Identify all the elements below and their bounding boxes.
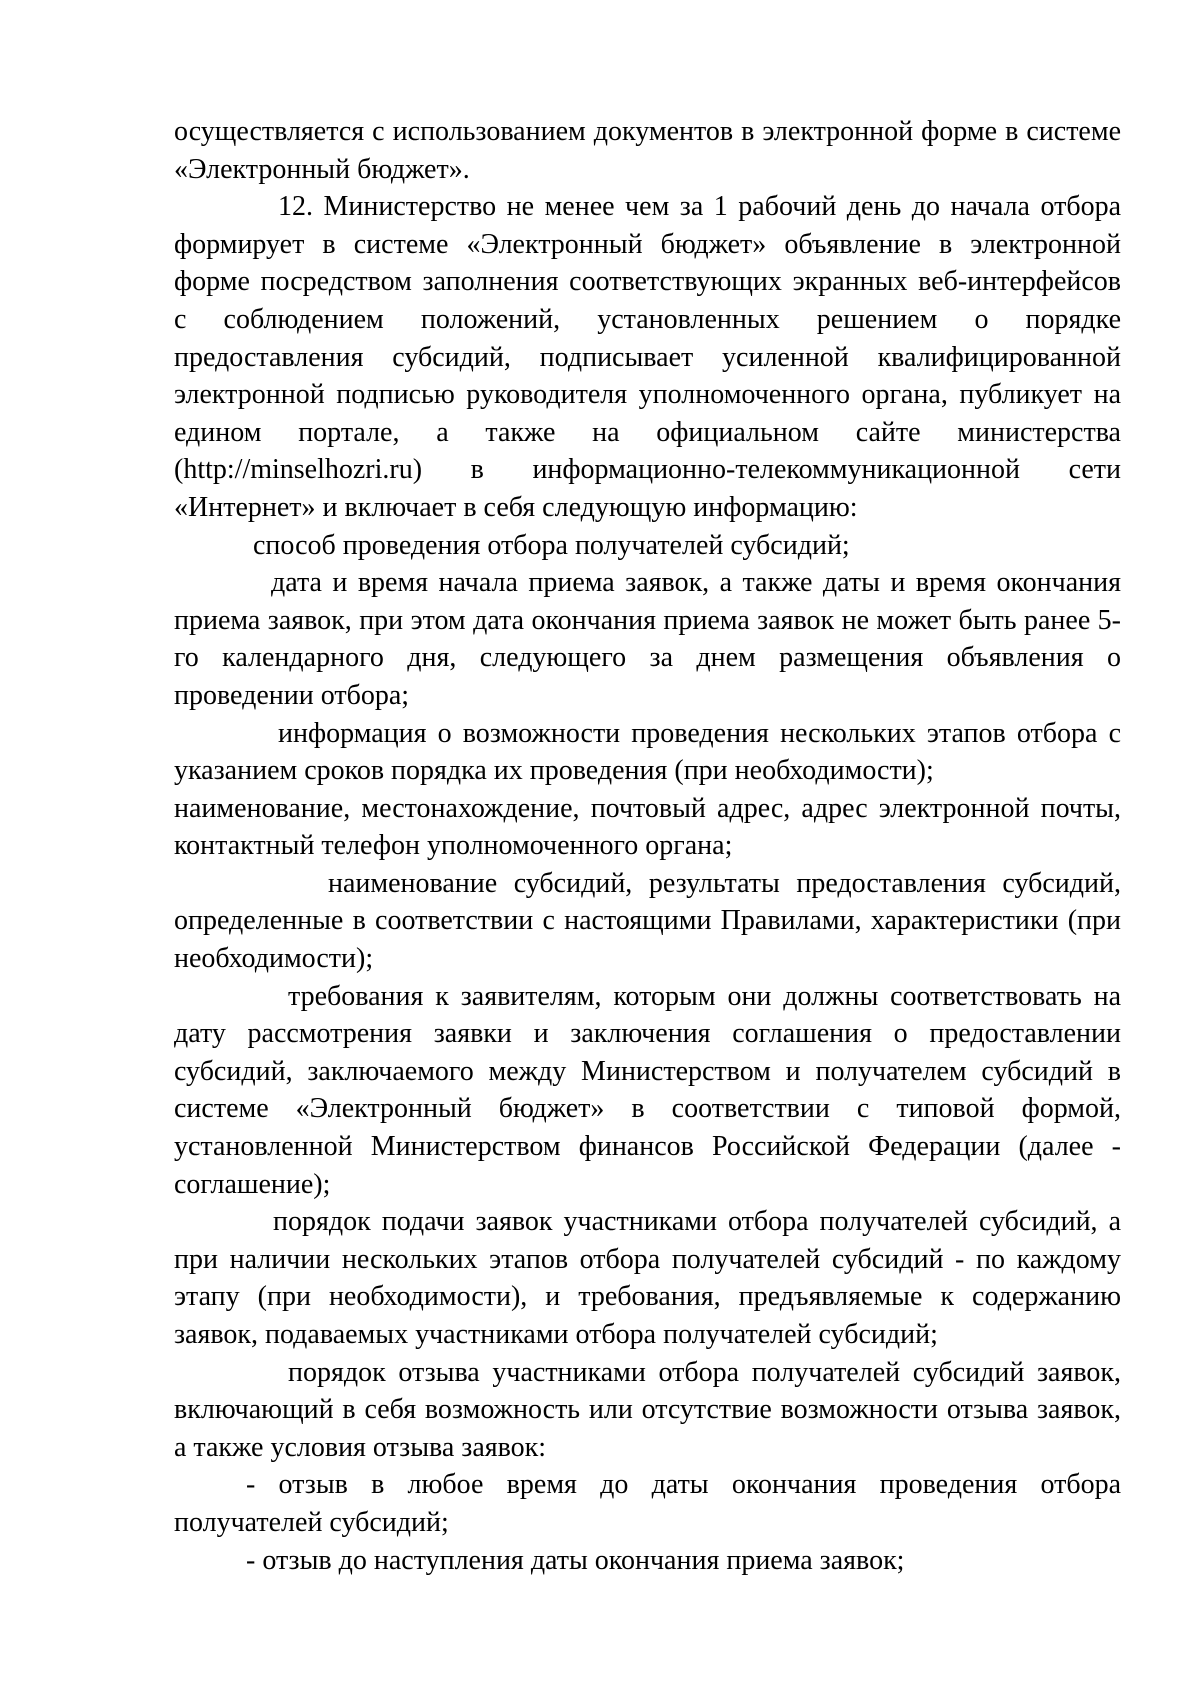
paragraph-requirements: требования к заявителям, которым они должны соответствовать на дату рассмотрения заявки и заключения соглашения о предоставлении субсидий, заключаемого между Министерством и получателем субсидий в системе «Электронный бюджет» в соответствии с типовой формой, установленной Министерством финансов Российской Федерации (далее - соглашение); — [174, 980, 1121, 1200]
paragraph-continuation: осуществляется с использованием документов в электронной форме в системе «Электронный бюджет». — [174, 116, 1121, 185]
document-page — [174, 113, 1121, 1579]
paragraph-stages: информация о возможности проведения нескольких этапов отбора с указанием сроков порядка их проведения (при необходимости); — [174, 717, 1121, 787]
paragraph-dates: дата и время начала приема заявок, а также даты и время окончания приема заявок, при этом дата окончания приема заявок не может быть ранее 5-го календарного дня, следующего за днем размещения объявления о проведении отбора; — [174, 567, 1121, 711]
paragraph-contacts: наименование, местонахождение, почтовый адрес, адрес электронной почты, контактный телефон уполномоченного органа; — [174, 792, 1121, 862]
paragraph-withdrawal-order: порядок отзыва участниками отбора получателей субсидий заявок, включающий в себя возможность или отсутствие возможности отзыва заявок, а также условия отзыва заявок: — [174, 1356, 1121, 1463]
paragraph-subsidy-name: наименование субсидий, результаты предоставления субсидий, определенные в соответствии с настоящими Правилами, характеристики (при необходимости); — [174, 867, 1121, 975]
paragraph-selection-method: способ проведения отбора получателей субсидий; — [253, 529, 850, 561]
list-item-withdrawal-anytime: - отзыв в любое время до даты окончания проведения отбора получателей субсидий; — [174, 1469, 1121, 1538]
paragraph-submission-order: порядок подачи заявок участниками отбора получателей субсидий, а при наличии нескольких этапов отбора получателей субсидий - по каждому этапу (при необходимости), и требования, предъявляемые к содержанию заявок, подаваемых участниками отбора получателей субсидий; — [174, 1206, 1121, 1350]
list-item-withdrawal-before-deadline: - отзыв до наступления даты окончания приема заявок; — [246, 1544, 905, 1576]
paragraph-item-12: 12. Министерство не менее чем за 1 рабочий день до начала отбора формирует в системе «Электронный бюджет» объявление в электронной форме посредством заполнения соответствующих экранных веб-интерфейсов с соблюдением положений, установленных решением о порядке предоставления субсидий, подписывает усиленной квалифицированной электронной подписью руководителя уполномоченного органа, публикует на едином портале, а также на официальном сайте министерства (http://minselhozri.ru) в информационно-телекоммуникационной сети «Интернет» и включает в себя следующую информацию: — [174, 191, 1121, 523]
